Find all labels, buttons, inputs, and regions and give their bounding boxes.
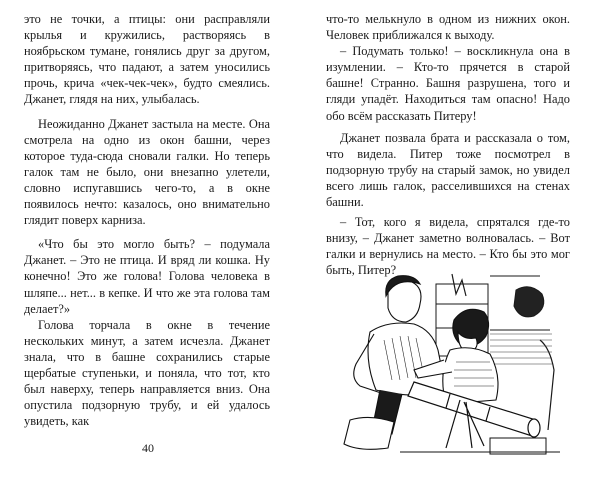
- right-text-column: [326, 11, 570, 279]
- paragraph: «Что бы это могло быть? – подумала Джанет. – Это не птица. И вряд ли кошка. Ну конечно! Это же голова! Голова человека в шляпе... нет... в кепке. И что же эта голова там делает?»: [24, 237, 270, 316]
- page-number: 40: [142, 441, 154, 455]
- paragraph: Неожиданно Джанет застыла на месте. Она смотрела на одно из окон башни, через которое туда-сюда сновали галки. Но теперь галок там не было, они внезапно улетели, словно испугавшись чего-то, а в окне появилось нечто: казалось, оно внимательно глядит поверх карниза.: [24, 116, 270, 228]
- paragraph: Голова торчала в окне в течение нескольких минут, а затем исчезла. Джанет знала, что в башне сохранились старые щербатые ступеньки, и поняла, что тот, кто был наверху, теперь направляется вниз. Она опустила подзорную трубу, и ей удалось увидеть, как: [24, 317, 270, 429]
- paragraph: это не точки, а птицы: они расправляли крылья и кружились, растворяясь в ноябрьском тумане, гонялись друг за другом, притворяясь, что падают, а затем уносились прочь, крича «чек-чек-чек», будто смеялись. Джанет, глядя на них, улыбалась.: [24, 12, 270, 107]
- paragraph: – Тот, кого я видела, спрятался где-то внизу, – Джанет заметно волновалась. – Вот галки и вернулись на место. – Кто бы это мог быть, Питер?: [326, 215, 570, 278]
- paragraph: – Подумать только! – воскликнула она в изумлении. – Кто-то прячется в старой башне! Странно. Башня разрушена, того и гляди упадёт. Находиться там опасно! Надо обо всём рассказать Питеру!: [326, 44, 570, 123]
- paragraph: Джанет позвала брата и рассказала о том, что видела. Питер тоже посмотрел в подзорную трубу на старый замок, но увидел всего лишь галок, расселившихся на стенах башни.: [326, 130, 570, 210]
- illustration-children-with-telescope: [340, 270, 562, 456]
- paragraph: что-то мелькнуло в одном из нижних окон. Человек приближался к выходу.: [326, 12, 570, 43]
- right-page: [296, 0, 592, 488]
- left-text-column: [24, 11, 270, 429]
